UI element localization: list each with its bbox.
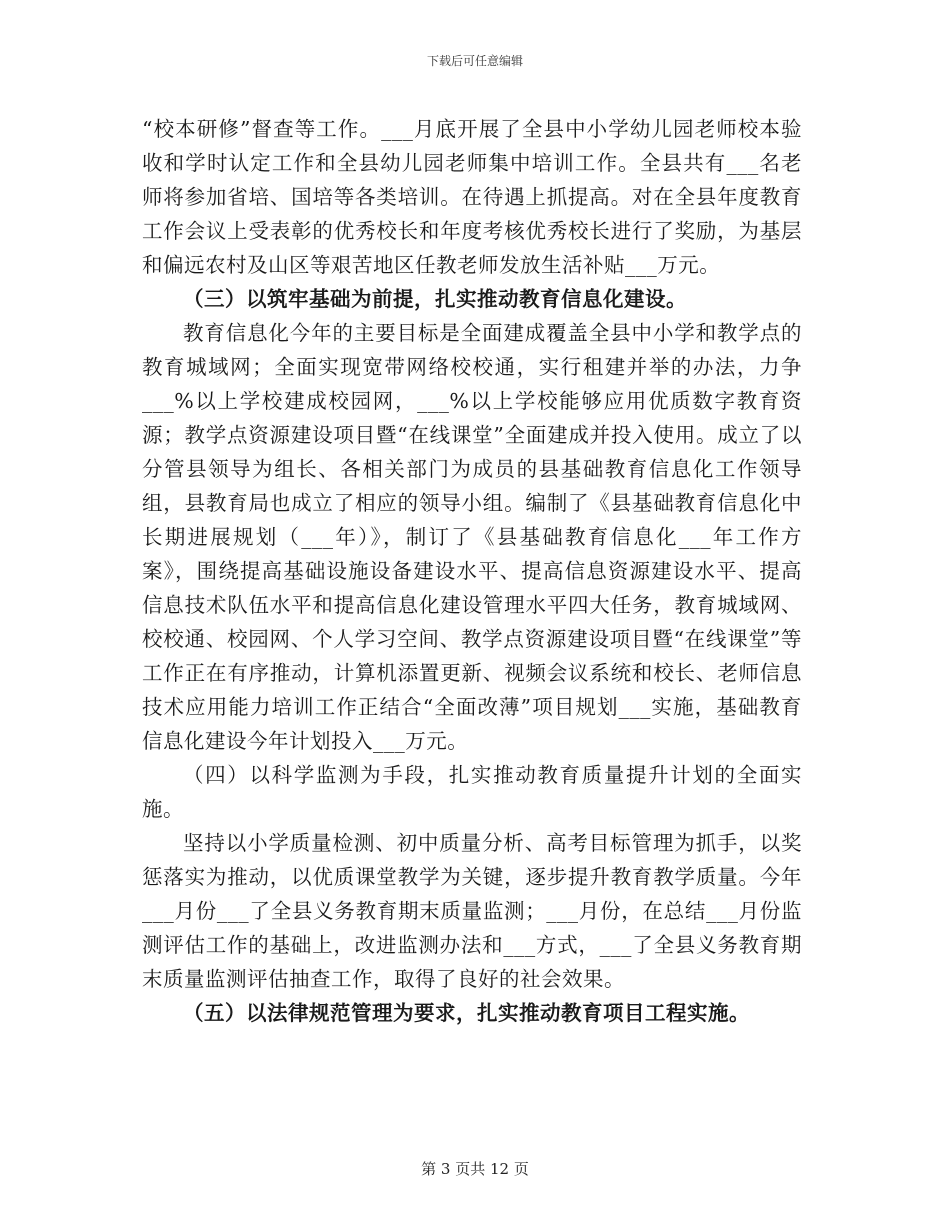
section-heading-4: （四）以科学监测为手段，扎实推动教育质量提升计划的全面实施。: [142, 763, 802, 821]
section-heading-5: （五）以法律规范管理为要求，扎实推动教育项目工程实施。: [183, 1001, 750, 1025]
paragraph-continued: “校本研修”督查等工作。___月底开展了全县中小学幼儿园老师校本验收和学时认定工作和全县幼儿园老师集中培训工作。全县共有___名老师将参加省培、国培等各类培训。在待遇上抓提高。对在全县年度教育工作会议上受表彰的优秀校长和年度考核优秀校长进行了奖励，为基层和偏远农村及山区等艰苦地区任教老师发放生活补贴___万元。: [142, 117, 802, 277]
page-footer: 第 3 页共 12 页: [421, 1160, 529, 1178]
section-heading-3: （三）以筑牢基础为前提，扎实推动教育信息化建设。: [183, 287, 687, 311]
page-header: 下载后可任意编辑: [426, 54, 523, 68]
paragraph-quality-monitoring: 坚持以小学质量检测、初中质量分析、高考目标管理为抓手，以奖惩落实为推动，以优质课堂教学为关键，逐步提升教育教学质量。今年___月份___了全县义务教育期末质量监测；___月份，在总结___月份监测评估工作的基础上，改进监测办法和___方式，___了全县义务教育期末质量监测评估抽查工作，取得了良好的社会效果。: [142, 831, 802, 991]
document-body: [142, 112, 802, 1030]
paragraph-informatization: 教育信息化今年的主要目标是全面建成覆盖全县中小学和教学点的教育城域网；全面实现宽带网络校校通，实行租建并举的办法，力争___%以上学校建成校园网，___%以上学校能够应用优质数字教育资源；教学点资源建设项目暨“在线课堂”全面建成并投入使用。成立了以分管县领导为组长、各相关部门为成员的县基础教育信息化工作领导组，县教育局也成立了相应的领导小组。编制了《县基础教育信息化中长期进展规划（___年）》，制订了《县基础教育信息化___年工作方案》，围绕提高基础设施设备建设水平、提高信息资源建设水平、提高信息技术队伍水平和提高信息化建设管理水平四大任务，教育城域网、校校通、校园网、个人学习空间、教学点资源建设项目暨“在线课堂”等工作正在有序推动，计算机添置更新、视频会议系统和校长、老师信息技术应用能力培训工作正结合“全面改薄”项目规划___实施，基础教育信息化建设今年计划投入___万元。: [142, 321, 802, 753]
